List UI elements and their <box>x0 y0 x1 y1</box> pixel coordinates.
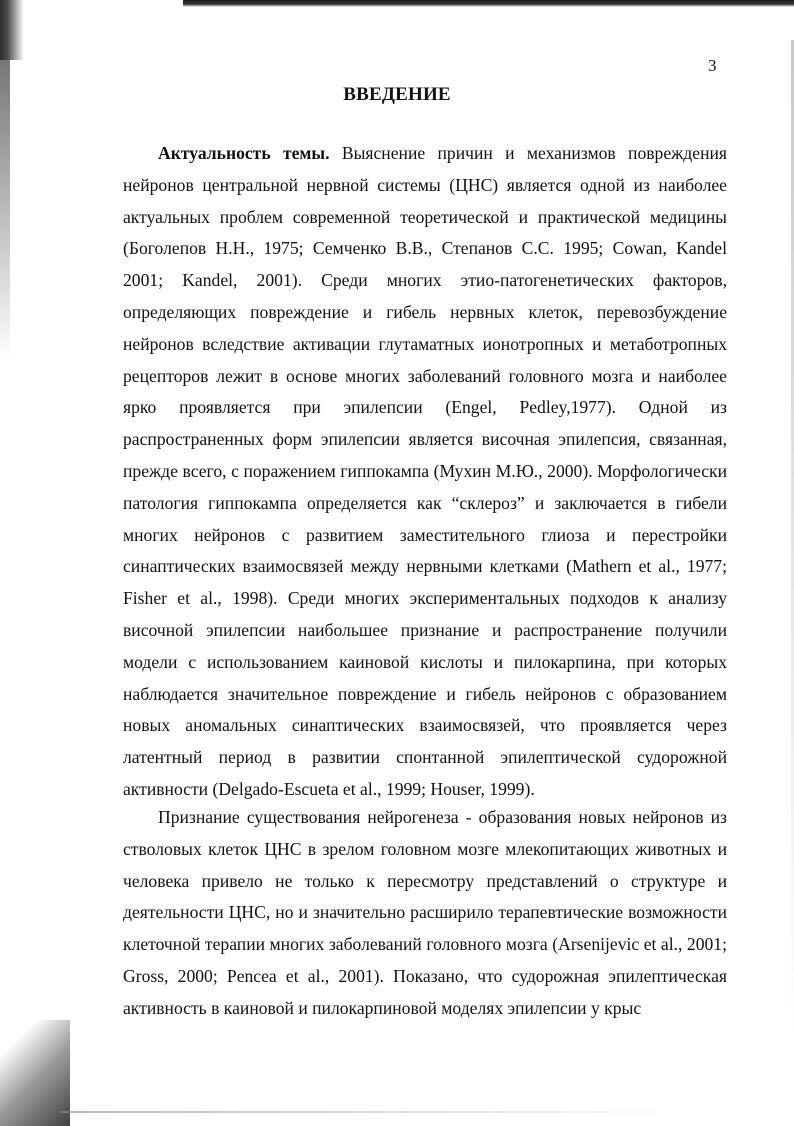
scan-shadow-top <box>183 0 794 7</box>
paragraph-text: Выяснение причин и механизмов повреждения нейронов центральной нервной системы (ЦНС) является одной из наиболее актуальных проблем современной теоретической и практической медицины (Боголепов Н.Н., 1975; Семченко В.В., Степанов С.С. 1995; Cowan, Kandel 2001; Kandel, 2001). Среди многих этио-патогенетических факторов, определяющих повреждение и гибель нервных клеток, перевозбуждение нейронов вследствие активации глутаматных ионотропных и метаботропных рецепторов лежит в основе многих заболеваний головного мозга и наиболее ярко проявляется при эпилепсии (Engel, Pedley,1977). Одной из распространенных форм эпилепсии является височная эпилепсия, связанная, прежде всего, с поражением гиппокампа (Мухин М.Ю., 2000). Морфологически патология гиппокампа определяется как “склероз” и заключается в гибели многих нейронов с развитием заместительного глиоза и перестройки синаптических взаимосвязей между нервными клетками (Mathern et al., 1977; Fisher et al., 1998). Среди многих экспериментальных подходов к анализу височной эпилепсии наибольшее признание и распространение получили модели с использованием каиновой кислоты и пилокарпина, при которых наблюдается значительное повреждение и гибель нейронов с образованием новых аномальных синаптических взаимосвязей, что проявляется через латентный период в развитии спонтанной эпилептической судорожной активности (Delgado-Escueta et al., 1999; Houser, 1999). <box>123 143 727 799</box>
paragraph-neurogenesis <box>123 802 727 1025</box>
paragraph-lead: Актуальность темы. <box>158 143 330 163</box>
paragraph-text: Признание существования нейрогенеза - образования новых нейронов из стволовых клеток ЦНС в зрелом головном мозге млекопитающих животных и человека привело не только к пересмотру представлений о структуре и деятельности ЦНС, но и значительно расширило терапевтические возможности клеточной терапии многих заболеваний головного мозга (Arsenijevic et al., 2001; Gross, 2000; Pencea et al., 2001). Показано, что судорожная эпилептическая активность в каиновой и пилокарпиновой моделях эпилепсии у крыс <box>123 807 727 1018</box>
section-heading: ВВЕДЕНИЕ <box>343 84 451 105</box>
paragraph-relevance <box>123 138 727 806</box>
scan-shadow-left <box>0 0 24 60</box>
page-number: 3 <box>708 56 717 75</box>
scan-shadow-bottom <box>60 1111 680 1113</box>
